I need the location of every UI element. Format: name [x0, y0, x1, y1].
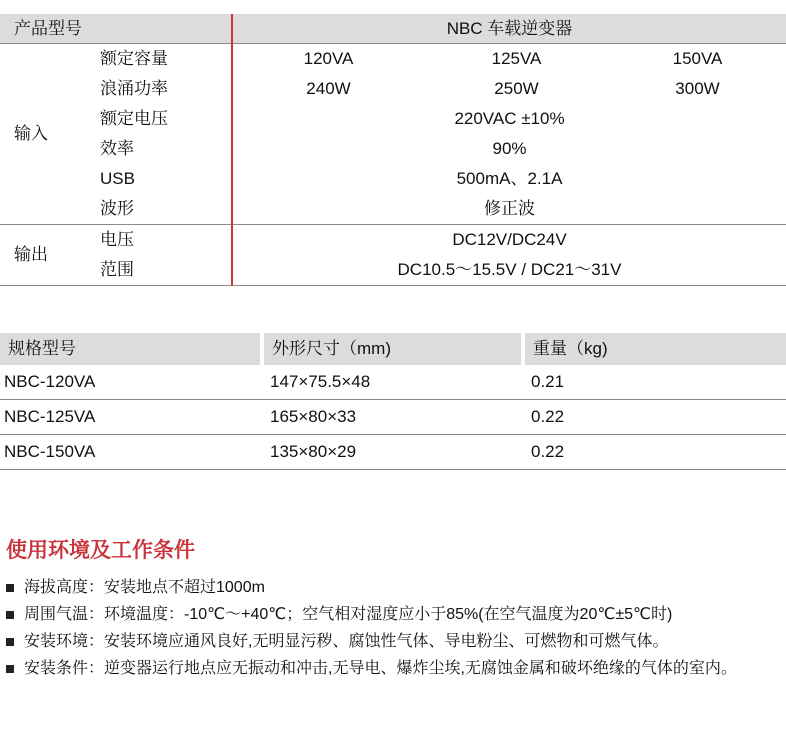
surge-power-120: 240W [232, 74, 424, 104]
output-group-label: 输出 [0, 225, 92, 286]
range-label: 范围 [92, 255, 232, 286]
spec-row-usb [0, 164, 786, 194]
rated-voltage-value: 220VAC ±10% [232, 104, 786, 134]
spec-row-efficiency [0, 134, 786, 164]
model-size: 165×80×33 [262, 400, 523, 435]
table-row [0, 400, 786, 435]
surge-power-label: 浪涌功率 [100, 79, 168, 98]
waveform-label: 波形 [100, 199, 134, 218]
spec-table [0, 14, 786, 286]
spec-header-row [0, 14, 786, 44]
model-table [0, 333, 786, 470]
rated-voltage-label: 额定电压 [100, 109, 168, 128]
model-weight: 0.22 [523, 400, 786, 435]
square-bullet-icon [6, 584, 14, 592]
voltage-label: 电压 [92, 225, 232, 256]
rated-capacity-label: 额定容量 [100, 49, 168, 68]
environment-item-installation-conditions: 安装条件：逆变器运行地点应无振动和冲击,无导电、爆炸尘埃,无腐蚀金属和破坏绝缘的气体的室内。 [24, 660, 737, 677]
input-group-label: 输入 [14, 124, 48, 143]
spec-row-range [0, 255, 786, 286]
usb-label: USB [100, 169, 135, 188]
model-header-spec: 规格型号 [0, 333, 262, 365]
rated-capacity-150: 150VA [672, 49, 723, 68]
table-row [0, 365, 786, 400]
list-item [6, 601, 786, 628]
environment-item-installation-env: 安装环境：安装环境应通风良好,无明显污秽、腐蚀性气体、导电粉尘、可燃物和可燃气体。 [24, 633, 669, 650]
voltage-value: DC12V/DC24V [232, 225, 786, 256]
model-header-weight: 重量（kg) [523, 333, 786, 365]
environment-item-temperature: 周围气温：环境温度：-10℃～+40℃；空气相对湿度应小于85%(在空气温度为20℃±5℃时) [24, 606, 673, 623]
spec-row-voltage [0, 225, 786, 256]
list-item [6, 628, 786, 655]
rated-capacity-125: 125VA [491, 49, 542, 68]
efficiency-value: 90% [232, 134, 786, 164]
list-item [6, 574, 786, 601]
square-bullet-icon [6, 611, 14, 619]
model-header-size: 外形尺寸（mm) [262, 333, 523, 365]
model-size: 135×80×29 [262, 435, 523, 470]
model-weight: 0.21 [523, 365, 786, 400]
model-name: NBC-125VA [0, 400, 262, 435]
model-weight: 0.22 [523, 435, 786, 470]
model-size: 147×75.5×48 [262, 365, 523, 400]
model-header-row [0, 333, 786, 365]
surge-power-125: 250W [494, 79, 539, 98]
environment-item-altitude: 海拔高度：安装地点不超过1000m [24, 579, 265, 596]
square-bullet-icon [6, 665, 14, 673]
model-name: NBC-120VA [0, 365, 262, 400]
usb-value: 500mA、2.1A [232, 164, 786, 194]
range-value: DC10.5～15.5V / DC21～31V [232, 255, 786, 286]
efficiency-label: 效率 [100, 139, 134, 158]
table-row [0, 435, 786, 470]
square-bullet-icon [6, 638, 14, 646]
environment-title: 使用环境及工作条件 [6, 539, 195, 562]
spec-header-label: 产品型号 [0, 14, 232, 44]
rated-capacity-120: 120VA [232, 44, 424, 75]
spec-row-rated-voltage [0, 104, 786, 134]
spec-row-waveform [0, 194, 786, 225]
model-name: NBC-150VA [0, 435, 262, 470]
list-item [6, 655, 786, 682]
environment-list [6, 574, 786, 682]
spec-header-title: NBC 车载逆变器 [232, 14, 786, 44]
spec-row-surge-power [0, 74, 786, 104]
spec-row-rated-capacity [0, 44, 786, 75]
waveform-value: 修正波 [232, 194, 786, 225]
surge-power-150: 300W [675, 79, 720, 98]
